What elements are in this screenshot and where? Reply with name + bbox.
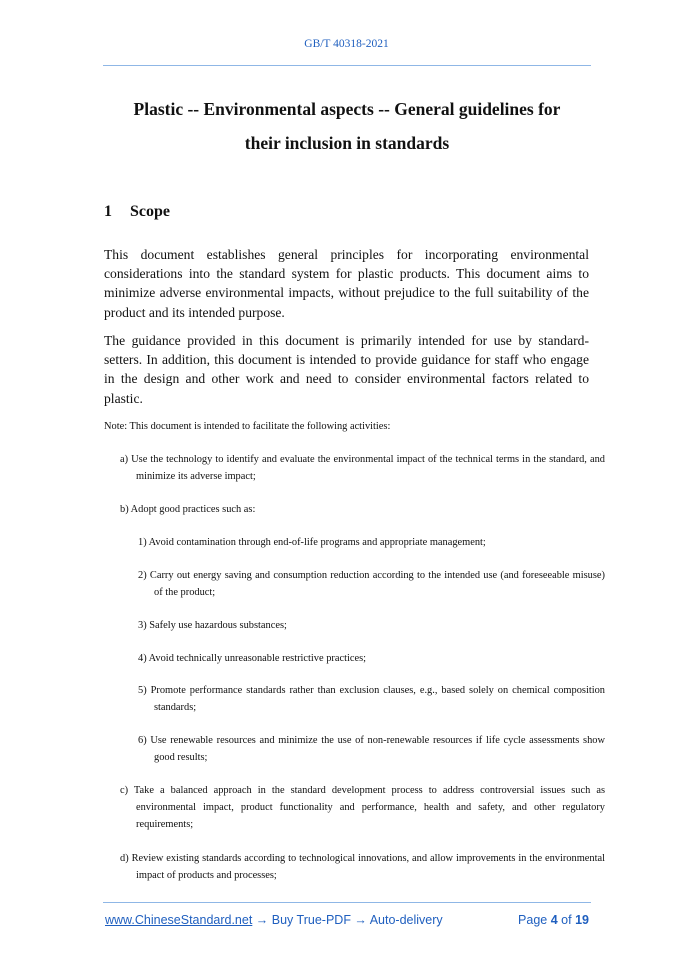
title-line-2: their inclusion in standards bbox=[244, 133, 450, 153]
note-subitem-1: 1) Avoid contamination through end-of-life programs and appropriate management; bbox=[138, 537, 486, 548]
site-link[interactable]: www.ChineseStandard.net bbox=[105, 913, 253, 927]
document-title bbox=[103, 92, 591, 160]
note-subitem-5: 5) Promote performance standards rather than exclusion clauses, e.g., based solely on chemical composition standards; bbox=[138, 685, 605, 714]
note-subitem-6: 6) Use renewable resources and minimize the use of non-renewable resources if life cycle assessments show good results; bbox=[138, 735, 605, 764]
note-subitem-4: 4) Avoid technically unreasonable restrictive practices; bbox=[138, 653, 367, 664]
note-item-c: c) Take a balanced approach in the standard development process to address controversial issues such as environmental impact, product functionality and performance, health and safety, and other regulatory requirements; bbox=[120, 785, 605, 831]
note-intro: Note: This document is intended to facilitate the following activities: bbox=[104, 421, 391, 432]
footer-divider bbox=[103, 902, 591, 903]
arrow-icon: → bbox=[252, 913, 272, 927]
note-item-a: a) Use the technology to identify and evaluate the environmental impact of the technical terms in the standard, and minimize its adverse impact; bbox=[120, 454, 605, 483]
page-number: 4 bbox=[550, 913, 558, 927]
of-word: of bbox=[561, 913, 572, 927]
section-number: 1 bbox=[104, 203, 112, 220]
note-item-d: d) Review existing standards according to technological innovations, and allow improvements in the environmental impact of products and processes; bbox=[120, 853, 605, 882]
auto-delivery-label: Auto-delivery bbox=[369, 913, 443, 927]
title-line-1: Plastic -- Environmental aspects -- General guidelines for bbox=[133, 99, 561, 119]
page-total: 19 bbox=[575, 913, 589, 927]
page-word: Page bbox=[518, 913, 548, 927]
scope-paragraph-2: The guidance provided in this document is primarily intended for use by standard-setters. In addition, this document is intended to provide guidance for staff who engage in the design and other work and need to consider environmental factors related to plastic. bbox=[104, 333, 589, 406]
note-subitem-2: 2) Carry out energy saving and consumption reduction according to the intended use (and foreseeable misuse) of the product; bbox=[138, 570, 605, 599]
header-divider bbox=[103, 65, 591, 66]
arrow-icon: → bbox=[350, 913, 370, 927]
scope-paragraph-1: This document establishes general principles for incorporating environmental considerations into the standard system for plastic products. This document aims to minimize adverse environmental impacts, without prejudice to the full suitability of the product and its intended purpose. bbox=[104, 247, 589, 320]
note-item-b: b) Adopt good practices such as: bbox=[120, 504, 256, 515]
page-footer bbox=[105, 913, 589, 927]
document-code-header: GB/T 40318-2021 bbox=[304, 38, 389, 50]
page-indicator bbox=[518, 913, 589, 927]
section-title: Scope bbox=[130, 203, 170, 220]
buy-pdf-link[interactable]: Buy True-PDF bbox=[271, 913, 351, 927]
note-subitem-3: 3) Safely use hazardous substances; bbox=[138, 620, 287, 631]
section-heading bbox=[104, 203, 170, 221]
